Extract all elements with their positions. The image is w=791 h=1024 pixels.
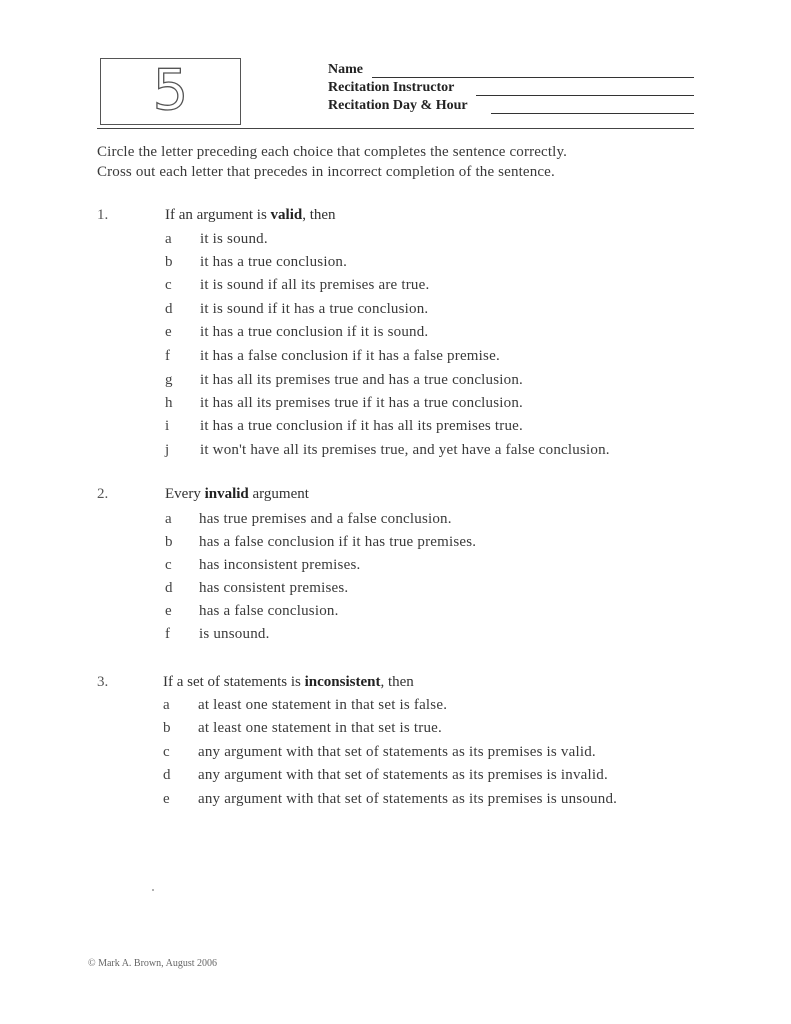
question-3-choice-c-letter[interactable]: c [163,744,170,760]
question-2-choice-c-letter[interactable]: c [165,557,172,573]
question-1-choice-h-text: it has all its premises true if it has a true conclusion. [200,395,523,411]
question-1-choice-b-text: it has a true conclusion. [200,254,348,270]
question-1-choice-e-text: it has a true conclusion if it is sound. [200,324,429,340]
question-3-choice-e-text: any argument with that set of statements as its premises is unsound. [198,791,618,807]
question-3-stem [163,673,414,691]
question-1-stem-post: , then [302,207,336,223]
question-2-choice-b-text: has a false conclusion if it has true premises. [199,534,477,550]
question-1-choice-f-text: it has a false conclusion if it has a false premise. [200,348,500,364]
question-2-number: 2. [97,486,109,502]
worksheet-number: 5 [152,58,189,123]
question-1-choice-h-letter[interactable]: h [165,395,173,411]
question-1-choice-a-text: it is sound. [200,231,268,247]
question-1-choice-j-text: it won't have all its premises true, and yet have a false conclusion. [200,442,610,458]
question-1-stem [165,206,336,224]
question-3-keyword: inconsistent [304,674,381,690]
question-2-choice-f-letter[interactable]: f [165,626,170,642]
name-label: Name [328,62,363,77]
question-2-choice-f-text: is unsound. [199,626,270,642]
recitation-instructor-label: Recitation Instructor [328,80,455,95]
question-1-choice-i-letter[interactable]: i [165,418,170,434]
question-1-choice-d-letter[interactable]: d [165,301,173,317]
recitation-day-hour-field[interactable] [491,113,694,114]
question-3-number: 3. [97,674,109,690]
copyright-footer: © Mark A. Brown, August 2006 [88,958,217,969]
question-1-choice-g-text: it has all its premises true and has a true conclusion. [200,372,524,388]
question-2-choice-b-letter[interactable]: b [165,534,173,550]
instructions-line-2: Cross out each letter that precedes in incorrect completion of the sentence. [97,164,555,180]
question-1-choice-j-letter[interactable]: j [165,442,170,458]
question-1-choice-c-letter[interactable]: c [165,277,172,293]
question-3-choice-d-text: any argument with that set of statements as its premises is invalid. [198,767,608,783]
question-1-number: 1. [97,207,109,223]
question-3-stem-post: , then [380,674,414,690]
question-2-stem-post: argument [248,486,309,502]
question-3-choice-a-letter[interactable]: a [163,697,170,713]
question-1-choice-c-text: it is sound if all its premises are true. [200,277,430,293]
question-1-choice-i-text: it has a true conclusion if it has all its premises true. [200,418,523,434]
question-2-choice-d-text: has consistent premises. [199,580,349,596]
question-1-choice-f-letter[interactable]: f [165,348,170,364]
worksheet-number-box [100,58,241,125]
question-3-stem-pre: If a set of statements is [163,674,305,690]
question-2-stem [165,485,309,503]
instructions-line-1: Circle the letter preceding each choice that completes the sentence correctly. [97,144,568,160]
question-1-keyword: valid [270,207,303,223]
scan-speck [152,889,154,891]
question-2-choice-e-text: has a false conclusion. [199,603,339,619]
question-3-choice-a-text: at least one statement in that set is false. [198,697,448,713]
recitation-day-hour-label: Recitation Day & Hour [328,98,468,113]
question-3-choice-c-text: any argument with that set of statements as its premises is valid. [198,744,596,760]
question-3-choice-b-text: at least one statement in that set is true. [198,720,442,736]
question-1-choice-g-letter[interactable]: g [165,372,173,388]
name-field[interactable] [372,77,694,78]
question-1-stem-pre: If an argument is [165,207,271,223]
question-1-choice-b-letter[interactable]: b [165,254,173,270]
question-2-choice-e-letter[interactable]: e [165,603,172,619]
recitation-instructor-field[interactable] [476,95,694,96]
question-2-choice-d-letter[interactable]: d [165,580,173,596]
question-1-choice-d-text: it is sound if it has a true conclusion. [200,301,429,317]
question-1-choice-a-letter[interactable]: a [165,231,172,247]
header-divider [97,128,694,129]
question-3-choice-b-letter[interactable]: b [163,720,171,736]
question-2-choice-a-letter[interactable]: a [165,511,172,527]
question-1-choice-e-letter[interactable]: e [165,324,172,340]
question-2-choice-a-text: has true premises and a false conclusion. [199,511,452,527]
question-2-stem-pre: Every [165,486,205,502]
question-2-keyword: invalid [204,486,249,502]
question-2-choice-c-text: has inconsistent premises. [199,557,361,573]
question-3-choice-e-letter[interactable]: e [163,791,170,807]
question-3-choice-d-letter[interactable]: d [163,767,171,783]
